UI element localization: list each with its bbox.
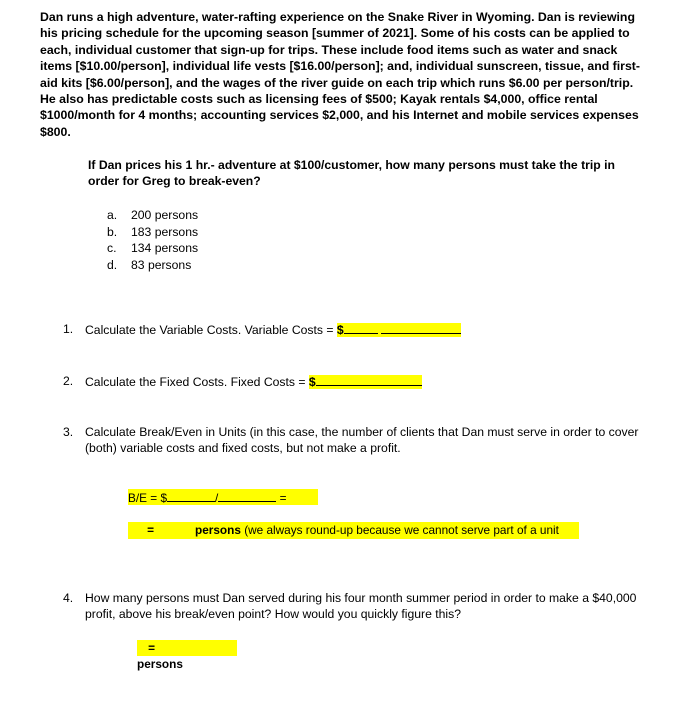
choice-text: 83 persons (131, 257, 192, 272)
item-fixed-costs (63, 373, 648, 390)
choice-b[interactable] (107, 224, 198, 241)
break-even-result-field[interactable] (128, 522, 579, 539)
divide-slash: / (215, 491, 219, 505)
item-number: 2. (63, 374, 74, 388)
choice-c[interactable] (107, 240, 198, 257)
choice-letter: d. (107, 257, 118, 272)
choice-text: 200 persons (131, 208, 199, 222)
problem-intro: Dan runs a high adventure, water-rafting experience on the Snake River in Wyoming. Dan is reviewing his pricing schedule for the upcoming season [summer of 2021]. Some of his costs can be applied to each, individual customer that sign-up for trips. These include food items such as water and snack items [$10.00/person], individual life vests [$16.00/person]; and, individual sunscreen, tissue, and first-aid kits [$6.00/person], and the wages of the river guide on each trip which runs $6.00 per person/trip. He also has predictable costs such as licensing fees of $500; Kayak rentals $4,000, office rental $1000/month for 4 months; accounting services $2,000, and his Internet and mobile services expenses $800. (40, 10, 640, 139)
break-even-label: B/E = $ (128, 491, 168, 505)
item-break-even-units (63, 424, 648, 457)
item-variable-costs (63, 321, 648, 338)
fixed-costs-answer-field[interactable] (309, 375, 422, 389)
choice-letter: a. (107, 208, 118, 222)
item-text: How many persons must Dan served during his four month summer period in order to make a $40,000 profit, above his break/even point? How would you quickly figure this? (85, 591, 637, 622)
item-number: 4. (63, 591, 74, 605)
answer-choices (107, 207, 198, 273)
item-text: Calculate the Variable Costs. Variable Costs = (85, 323, 337, 337)
choice-text: 134 persons (131, 241, 199, 255)
choice-letter: c. (107, 241, 117, 255)
dollar-sign: $ (308, 375, 316, 389)
dollar-sign: $ (336, 323, 344, 337)
profit-persons-answer-field[interactable] (137, 640, 237, 672)
item-text: Calculate the Fixed Costs. Fixed Costs = (85, 375, 309, 389)
item-text: Calculate Break/Even in Units (in this case, the number of clients that Dan must serve in order to cover (both) variable costs and fixed costs, but not make a profit. (85, 425, 639, 456)
equals-sign: = (279, 491, 287, 505)
variable-costs-answer-field[interactable] (337, 323, 461, 337)
persons-label: persons (195, 523, 241, 537)
choice-d[interactable] (107, 257, 198, 274)
equals-sign: = (147, 523, 154, 537)
item-profit-persons (63, 590, 648, 623)
break-even-formula-field[interactable] (128, 489, 318, 505)
choice-letter: b. (107, 224, 118, 239)
round-up-note: (we always round-up because we cannot serve part of a unit (244, 523, 559, 537)
item-number: 3. (63, 425, 74, 439)
item-number: 1. (63, 322, 74, 336)
break-even-question: If Dan prices his 1 hr.- adventure at $100/customer, how many persons must take the trip in order for Greg to break-even? (88, 158, 615, 189)
persons-label: persons (137, 657, 183, 672)
choice-a[interactable] (107, 207, 198, 224)
choice-text: 183 persons (131, 224, 199, 239)
equals-sign: = (148, 641, 155, 655)
